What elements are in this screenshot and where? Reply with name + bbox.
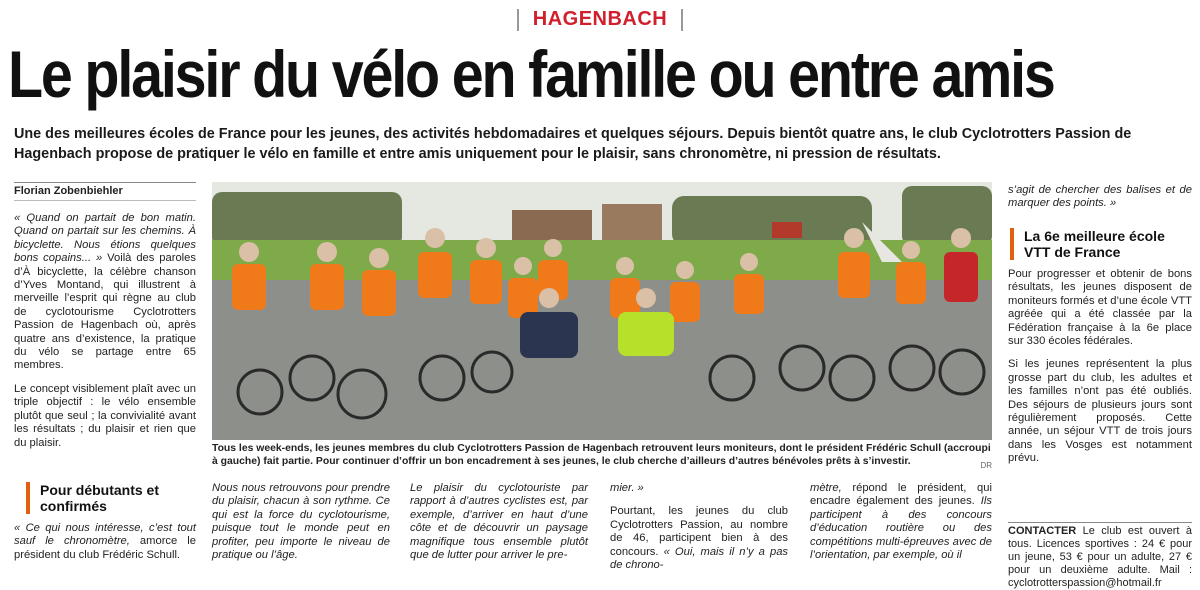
- column-5-paragraph: [810, 482, 992, 562]
- president-quote-start: « Ce qui nous intéresse, c’est tout sauf le chronomètre,: [14, 522, 196, 548]
- kicker-right-rule: [681, 9, 683, 31]
- column-5-quote: Ils participent à des concours d’éducation routière ou des compétitions multi-épreuves avec de l’orientation, par exemple, où il: [810, 495, 992, 562]
- byline-rule: [14, 200, 196, 201]
- column-5-quote-start: mètre,: [810, 482, 842, 494]
- column-1b-text: amorce le président du club Frédéric Schull.: [14, 535, 196, 561]
- song-quote: « Quand on partait de bon matin. Quand on partait sur les chemins. À bicyclette. Nous étions quelques bons copains... »: [14, 212, 196, 265]
- column-4-paragraph: [610, 505, 788, 572]
- column-4-quote-end: mier. »: [610, 482, 644, 494]
- column-1-paragraph-1-text: Voilà des paroles d’À bicyclette, la célèbre chanson d’Yves Montand, qui illustrent à merveille l’esprit qui règne au club de cyclotourisme Cyclotrotters Passion de Hagenbach où, après quatre ans d’existence, la pratique du vélo se partage entre 65 membres.: [14, 252, 196, 372]
- subhead-ecole-vtt: La 6e meilleure école VTT de France: [1010, 228, 1192, 260]
- column-1-paragraph-2: Le concept visiblement plaît avec un triple objectif : le vélo ensemble plutôt que seul ; la convivialité avant les résultats ; du plaisir et rien que du plaisir.: [14, 382, 196, 449]
- column-1: [14, 212, 196, 460]
- column-6: [1008, 268, 1192, 476]
- column-6-paragraph-1: Pour progresser et obtenir de bons résultats, les jeunes disposent de moniteurs formés et d’une école VTT agréée qui a été classée par la Fédération française à la 6e place sur 330 écoles fédérales.: [1008, 268, 1192, 348]
- kicker-left-rule: [517, 9, 519, 31]
- contact-label: CONTACTER: [1008, 525, 1077, 537]
- byline: Florian Zobenbiehler: [14, 182, 196, 197]
- section-kicker: [0, 8, 1200, 31]
- column-6-paragraph-2: Si les jeunes représentent la plus grosse part du club, les adultes et les familles n’ont pas été oubliés. Des séjours de plusieurs jours sont régulièrement proposés. Cette année, un séjour VTT de trois jours dans les Vosges est notamment prévu.: [1008, 358, 1192, 465]
- standfirst: Une des meilleures écoles de France pour les jeunes, des activités hebdomadaires et quelques séjours. Depuis bientôt quatre ans, le club Cyclotrotters Passion de Hagenbach propose de pratiquer le vélo en famille et entre amis uniquement pour le plaisir, sans chronomètre, ni pression de résultats.: [14, 126, 1132, 162]
- group-photo-illustration: [212, 182, 992, 440]
- column-2: Nous nous retrouvons pour prendre du plaisir, chacun à son rythme. Ce qui est la force du cyclotourisme, puisque tout le monde peut en profiter, peu importe le niveau de pratique ou l’âge.: [212, 482, 390, 562]
- photo-caption-text: Tous les week-ends, les jeunes membres du club Cyclotrotters Passion de Hagenbach retrouvent leurs moniteurs, dont le président Frédéric Schull (accroupi à gauche) fait partie. Pour continuer d’offrir un bon encadrement à ses jeunes, le club cherche d’ailleurs d’autres bénévoles prêts à s’investir.: [212, 443, 991, 467]
- column-5: [810, 482, 992, 572]
- kicker-label: HAGENBACH: [532, 8, 668, 30]
- photo-caption: [212, 442, 992, 472]
- headline: Le plaisir du vélo en famille ou entre amis: [8, 37, 1054, 111]
- photo-credit: DR: [980, 461, 992, 470]
- group-photo: [212, 182, 992, 440]
- contact-text: Le club est ouvert à tous. Licences sportives : 24 € pour un jeune, 53 € pour un adulte, 27 € pour un deuxième adulte. Mail : cyclotrotterspassion@hotmail.fr: [1008, 525, 1192, 589]
- column-1b-paragraph: [14, 522, 196, 562]
- subhead-debutants: Pour débutants et confirmés: [26, 482, 196, 514]
- column-5-text: répond le président, qui encadre également des jeunes.: [810, 482, 992, 508]
- column-6-top: s’agit de chercher des balises et de marquer des points. »: [1008, 184, 1192, 210]
- column-3: Le plaisir du cyclotouriste par rapport à d’autres cyclistes est, par exemple, d’arriver en haut d’une côte et de découvrir un paysage magnifique tous ensemble plutôt que de lutter pour arriver le pre-: [410, 482, 588, 562]
- column-4-text: Pourtant, les jeunes du club Cyclotrotters Passion, au nombre de 46, participent bien à des concours.: [610, 505, 788, 558]
- column-4-quote: « Oui, mais il n’y a pas de chrono-: [610, 545, 789, 572]
- contact-box: [1008, 522, 1192, 590]
- column-4: [610, 482, 788, 582]
- column-1-continued: [14, 522, 196, 572]
- column-1-paragraph-1: [14, 212, 196, 373]
